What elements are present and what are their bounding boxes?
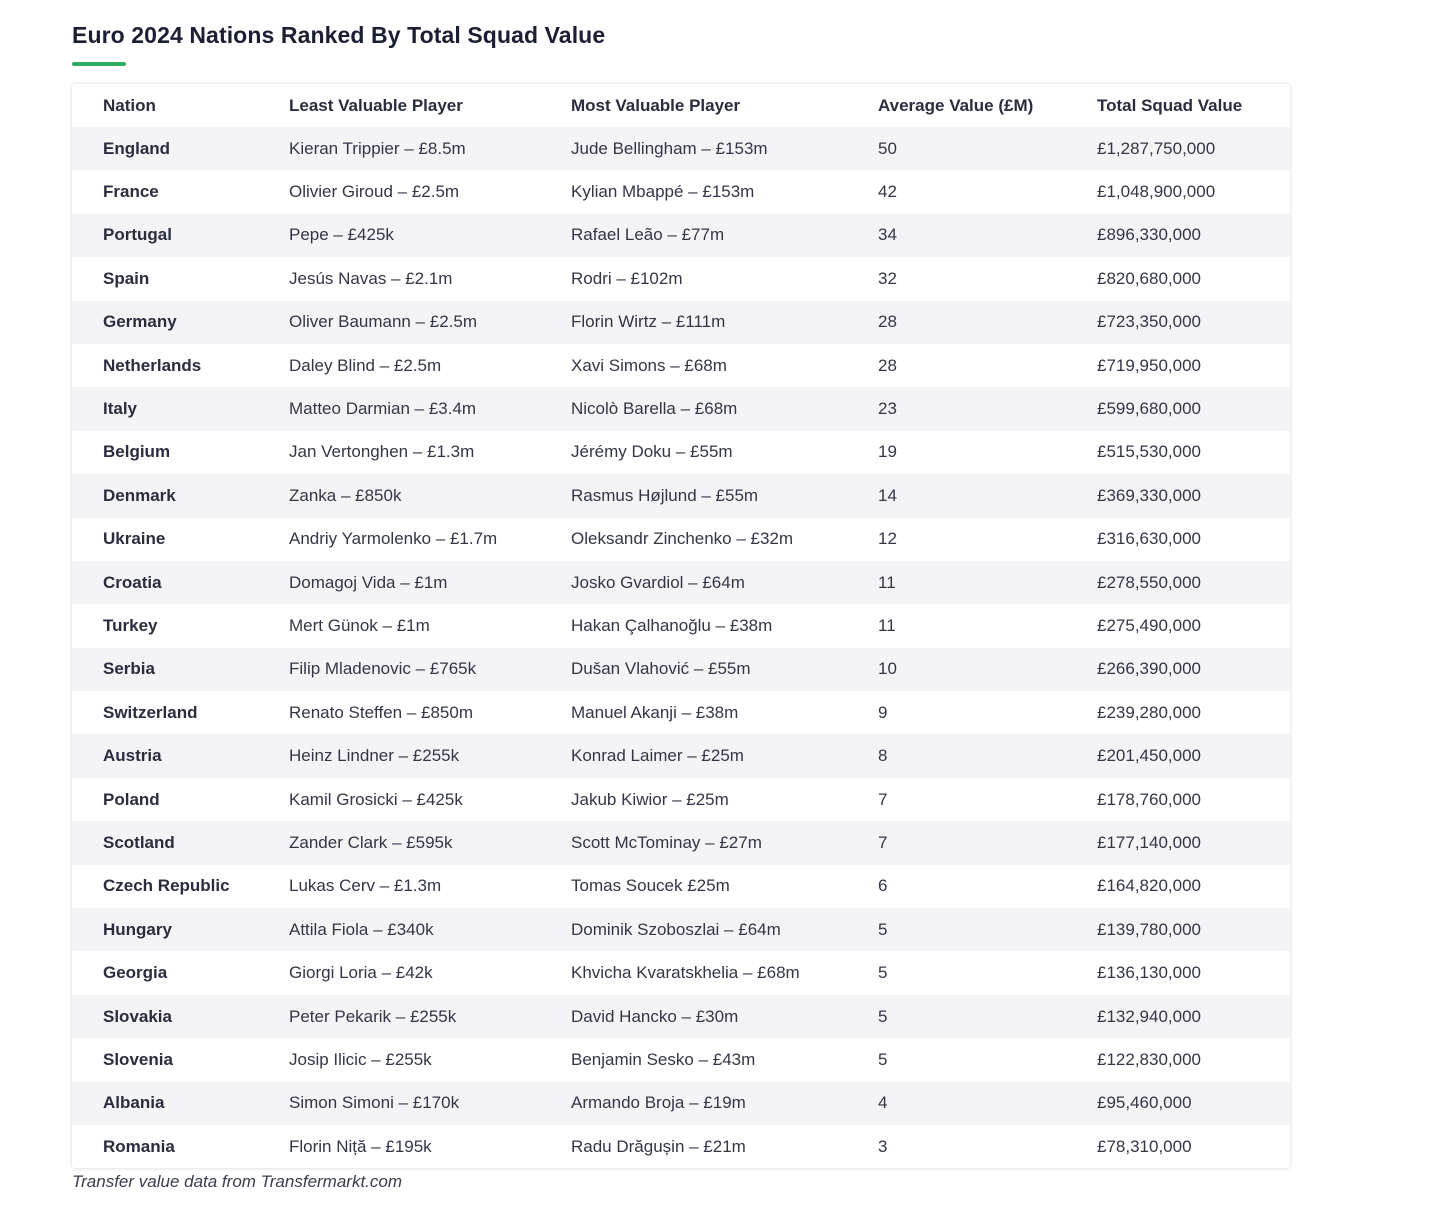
cell-most-valuable-player: Josko Gvardiol – £64m	[571, 572, 745, 592]
cell-total-squad-value: £896,330,000	[1097, 225, 1201, 245]
page-title: Euro 2024 Nations Ranked By Total Squad Value	[72, 22, 606, 48]
table-row	[72, 1125, 1290, 1168]
cell-average-value: 12	[878, 529, 897, 549]
cell-least-valuable-player: Domagoj Vida – £1m	[289, 572, 448, 592]
cell-nation: Albania	[103, 1093, 165, 1113]
cell-most-valuable-player: Hakan Çalhanoğlu – £38m	[571, 615, 773, 635]
cell-most-valuable-player: Kylian Mbappé – £153m	[571, 182, 755, 202]
cell-total-squad-value: £719,950,000	[1097, 355, 1201, 375]
cell-nation: Croatia	[103, 572, 162, 592]
cell-nation: Georgia	[103, 963, 168, 983]
cell-nation: Portugal	[103, 225, 172, 245]
cell-least-valuable-player: Lukas Cerv – £1.3m	[289, 876, 442, 896]
table-row	[72, 778, 1290, 821]
cell-total-squad-value: £95,460,000	[1097, 1093, 1192, 1113]
cell-average-value: 7	[878, 789, 888, 809]
cell-total-squad-value: £177,140,000	[1097, 832, 1201, 852]
cell-average-value: 7	[878, 832, 888, 852]
cell-most-valuable-player: Rasmus Højlund – £55m	[571, 485, 759, 505]
table-row	[72, 387, 1290, 430]
cell-most-valuable-player: Benjamin Sesko – £43m	[571, 1049, 756, 1069]
cell-total-squad-value: £239,280,000	[1097, 702, 1201, 722]
cell-most-valuable-player: Xavi Simons – £68m	[571, 355, 727, 375]
cell-least-valuable-player: Kamil Grosicki – £425k	[289, 789, 463, 809]
source-caption: Transfer value data from Transfermarkt.com	[72, 1172, 403, 1191]
cell-nation: Netherlands	[103, 355, 202, 375]
cell-nation: Switzerland	[103, 702, 198, 722]
cell-least-valuable-player: Zanka – £850k	[289, 485, 402, 505]
cell-average-value: 23	[878, 399, 897, 419]
table-row	[72, 344, 1290, 387]
cell-least-valuable-player: Jan Vertonghen – £1.3m	[289, 442, 475, 462]
cell-average-value: 11	[878, 572, 896, 592]
table-row	[72, 127, 1290, 170]
table-row	[72, 951, 1290, 994]
table-row	[72, 518, 1290, 561]
cell-total-squad-value: £1,287,750,000	[1097, 138, 1216, 158]
cell-total-squad-value: £139,780,000	[1097, 919, 1201, 939]
cell-nation: Italy	[103, 399, 138, 419]
cell-nation: England	[103, 138, 171, 158]
cell-total-squad-value: £820,680,000	[1097, 268, 1201, 288]
cell-most-valuable-player: Radu Drăgușin – £21m	[571, 1136, 746, 1156]
table-row	[72, 1082, 1290, 1125]
cell-least-valuable-player: Pepe – £425k	[289, 225, 394, 245]
table-row	[72, 821, 1290, 864]
cell-nation: Slovakia	[103, 1006, 172, 1026]
table-body	[72, 127, 1290, 1168]
cell-least-valuable-player: Oliver Baumann – £2.5m	[289, 312, 478, 332]
cell-least-valuable-player: Peter Pekarik – £255k	[289, 1006, 457, 1026]
cell-total-squad-value: £369,330,000	[1097, 485, 1201, 505]
cell-most-valuable-player: Scott McTominay – £27m	[571, 832, 762, 852]
cell-total-squad-value: £201,450,000	[1097, 746, 1201, 766]
cell-least-valuable-player: Kieran Trippier – £8.5m	[289, 138, 466, 158]
cell-most-valuable-player: Dušan Vlahović – £55m	[571, 659, 751, 679]
table-row	[72, 604, 1290, 647]
cell-nation: Serbia	[103, 659, 155, 679]
cell-average-value: 34	[878, 225, 897, 245]
table-row	[72, 257, 1290, 300]
table-row	[72, 474, 1290, 517]
cell-most-valuable-player: Konrad Laimer – £25m	[571, 746, 744, 766]
cell-least-valuable-player: Renato Steffen – £850m	[289, 702, 473, 722]
cell-most-valuable-player: Rafael Leão – £77m	[571, 225, 725, 245]
cell-most-valuable-player: Jakub Kiwior – £25m	[571, 789, 729, 809]
cell-most-valuable-player: Florin Wirtz – £111m	[571, 312, 726, 332]
header-average-value: Average Value (£M)	[878, 95, 1034, 115]
cell-average-value: 10	[878, 659, 897, 679]
cell-total-squad-value: £178,760,000	[1097, 789, 1201, 809]
cell-average-value: 50	[878, 138, 897, 158]
table-row	[72, 995, 1290, 1038]
table-row	[72, 908, 1290, 951]
squad-value-table-card	[72, 84, 1290, 1168]
cell-nation: Denmark	[103, 485, 176, 505]
cell-total-squad-value: £164,820,000	[1097, 876, 1201, 896]
cell-least-valuable-player: Florin Niță – £195k	[289, 1136, 432, 1156]
cell-total-squad-value: £278,550,000	[1097, 572, 1201, 592]
table-row	[72, 1038, 1290, 1081]
cell-average-value: 28	[878, 312, 897, 332]
cell-nation: Belgium	[103, 442, 171, 462]
table-row	[72, 865, 1290, 908]
cell-least-valuable-player: Simon Simoni – £170k	[289, 1093, 460, 1113]
cell-least-valuable-player: Attila Fiola – £340k	[289, 919, 434, 939]
cell-nation: Czech Republic	[103, 876, 230, 896]
cell-total-squad-value: £78,310,000	[1097, 1136, 1192, 1156]
cell-average-value: 3	[878, 1136, 888, 1156]
cell-nation: Hungary	[103, 919, 172, 939]
cell-nation: Germany	[103, 312, 177, 332]
cell-total-squad-value: £1,048,900,000	[1097, 182, 1216, 202]
table-row	[72, 691, 1290, 734]
cell-least-valuable-player: Jesús Navas – £2.1m	[289, 268, 453, 288]
cell-most-valuable-player: Armando Broja – £19m	[571, 1093, 746, 1113]
cell-average-value: 8	[878, 746, 888, 766]
cell-most-valuable-player: Oleksandr Zinchenko – £32m	[571, 529, 794, 549]
cell-nation: France	[103, 182, 159, 202]
cell-total-squad-value: £316,630,000	[1097, 529, 1201, 549]
cell-total-squad-value: £136,130,000	[1097, 963, 1201, 983]
cell-average-value: 5	[878, 1049, 888, 1069]
cell-least-valuable-player: Giorgi Loria – £42k	[289, 963, 433, 983]
cell-nation: Scotland	[103, 832, 175, 852]
table-row	[72, 561, 1290, 604]
header-nation: Nation	[103, 95, 156, 115]
cell-least-valuable-player: Daley Blind – £2.5m	[289, 355, 442, 375]
cell-nation: Poland	[103, 789, 160, 809]
cell-average-value: 9	[878, 702, 888, 722]
cell-most-valuable-player: Jude Bellingham – £153m	[571, 138, 768, 158]
squad-value-table	[72, 84, 1290, 1168]
cell-most-valuable-player: Nicolò Barella – £68m	[571, 399, 738, 419]
cell-least-valuable-player: Matteo Darmian – £3.4m	[289, 399, 477, 419]
cell-average-value: 5	[878, 1006, 888, 1026]
header-least-valuable-player: Least Valuable Player	[289, 95, 463, 115]
cell-total-squad-value: £275,490,000	[1097, 615, 1201, 635]
cell-least-valuable-player: Heinz Lindner – £255k	[289, 746, 460, 766]
cell-most-valuable-player: Khvicha Kvaratskhelia – £68m	[571, 963, 800, 983]
cell-nation: Slovenia	[103, 1049, 173, 1069]
cell-average-value: 28	[878, 355, 897, 375]
table-row	[72, 170, 1290, 213]
cell-most-valuable-player: Manuel Akanji – £38m	[571, 702, 739, 722]
cell-average-value: 42	[878, 182, 897, 202]
cell-least-valuable-player: Andriy Yarmolenko – £1.7m	[289, 529, 498, 549]
title-underline	[72, 62, 126, 66]
table-row	[72, 214, 1290, 257]
cell-nation: Spain	[103, 268, 150, 288]
cell-average-value: 5	[878, 919, 888, 939]
cell-most-valuable-player: Rodri – £102m	[571, 268, 683, 288]
cell-most-valuable-player: Jérémy Doku – £55m	[571, 442, 733, 462]
cell-average-value: 32	[878, 268, 897, 288]
table-row	[72, 648, 1290, 691]
header-most-valuable-player: Most Valuable Player	[571, 95, 741, 115]
cell-least-valuable-player: Olivier Giroud – £2.5m	[289, 182, 460, 202]
cell-total-squad-value: £122,830,000	[1097, 1049, 1201, 1069]
cell-least-valuable-player: Mert Günok – £1m	[289, 615, 430, 635]
cell-average-value: 5	[878, 963, 888, 983]
cell-total-squad-value: £132,940,000	[1097, 1006, 1201, 1026]
table-row	[72, 734, 1290, 777]
cell-most-valuable-player: Dominik Szoboszlai – £64m	[571, 919, 781, 939]
table-row	[72, 301, 1290, 344]
cell-total-squad-value: £515,530,000	[1097, 442, 1201, 462]
cell-nation: Austria	[103, 746, 162, 766]
cell-average-value: 19	[878, 442, 897, 462]
cell-average-value: 14	[878, 485, 897, 505]
cell-total-squad-value: £599,680,000	[1097, 399, 1201, 419]
cell-total-squad-value: £266,390,000	[1097, 659, 1201, 679]
cell-least-valuable-player: Zander Clark – £595k	[289, 832, 453, 852]
cell-most-valuable-player: Tomas Soucek £25m	[571, 876, 730, 896]
cell-total-squad-value: £723,350,000	[1097, 312, 1201, 332]
cell-nation: Ukraine	[103, 529, 166, 549]
cell-least-valuable-player: Filip Mladenovic – £765k	[289, 659, 477, 679]
cell-least-valuable-player: Josip Ilicic – £255k	[289, 1049, 432, 1069]
cell-average-value: 4	[878, 1093, 888, 1113]
table-header-row	[72, 84, 1290, 127]
cell-nation: Romania	[103, 1136, 175, 1156]
table-row	[72, 431, 1290, 474]
cell-average-value: 11	[878, 615, 896, 635]
header-total-squad-value: Total Squad Value	[1097, 95, 1243, 115]
cell-nation: Turkey	[103, 615, 158, 635]
cell-most-valuable-player: David Hancko – £30m	[571, 1006, 739, 1026]
cell-average-value: 6	[878, 876, 888, 896]
